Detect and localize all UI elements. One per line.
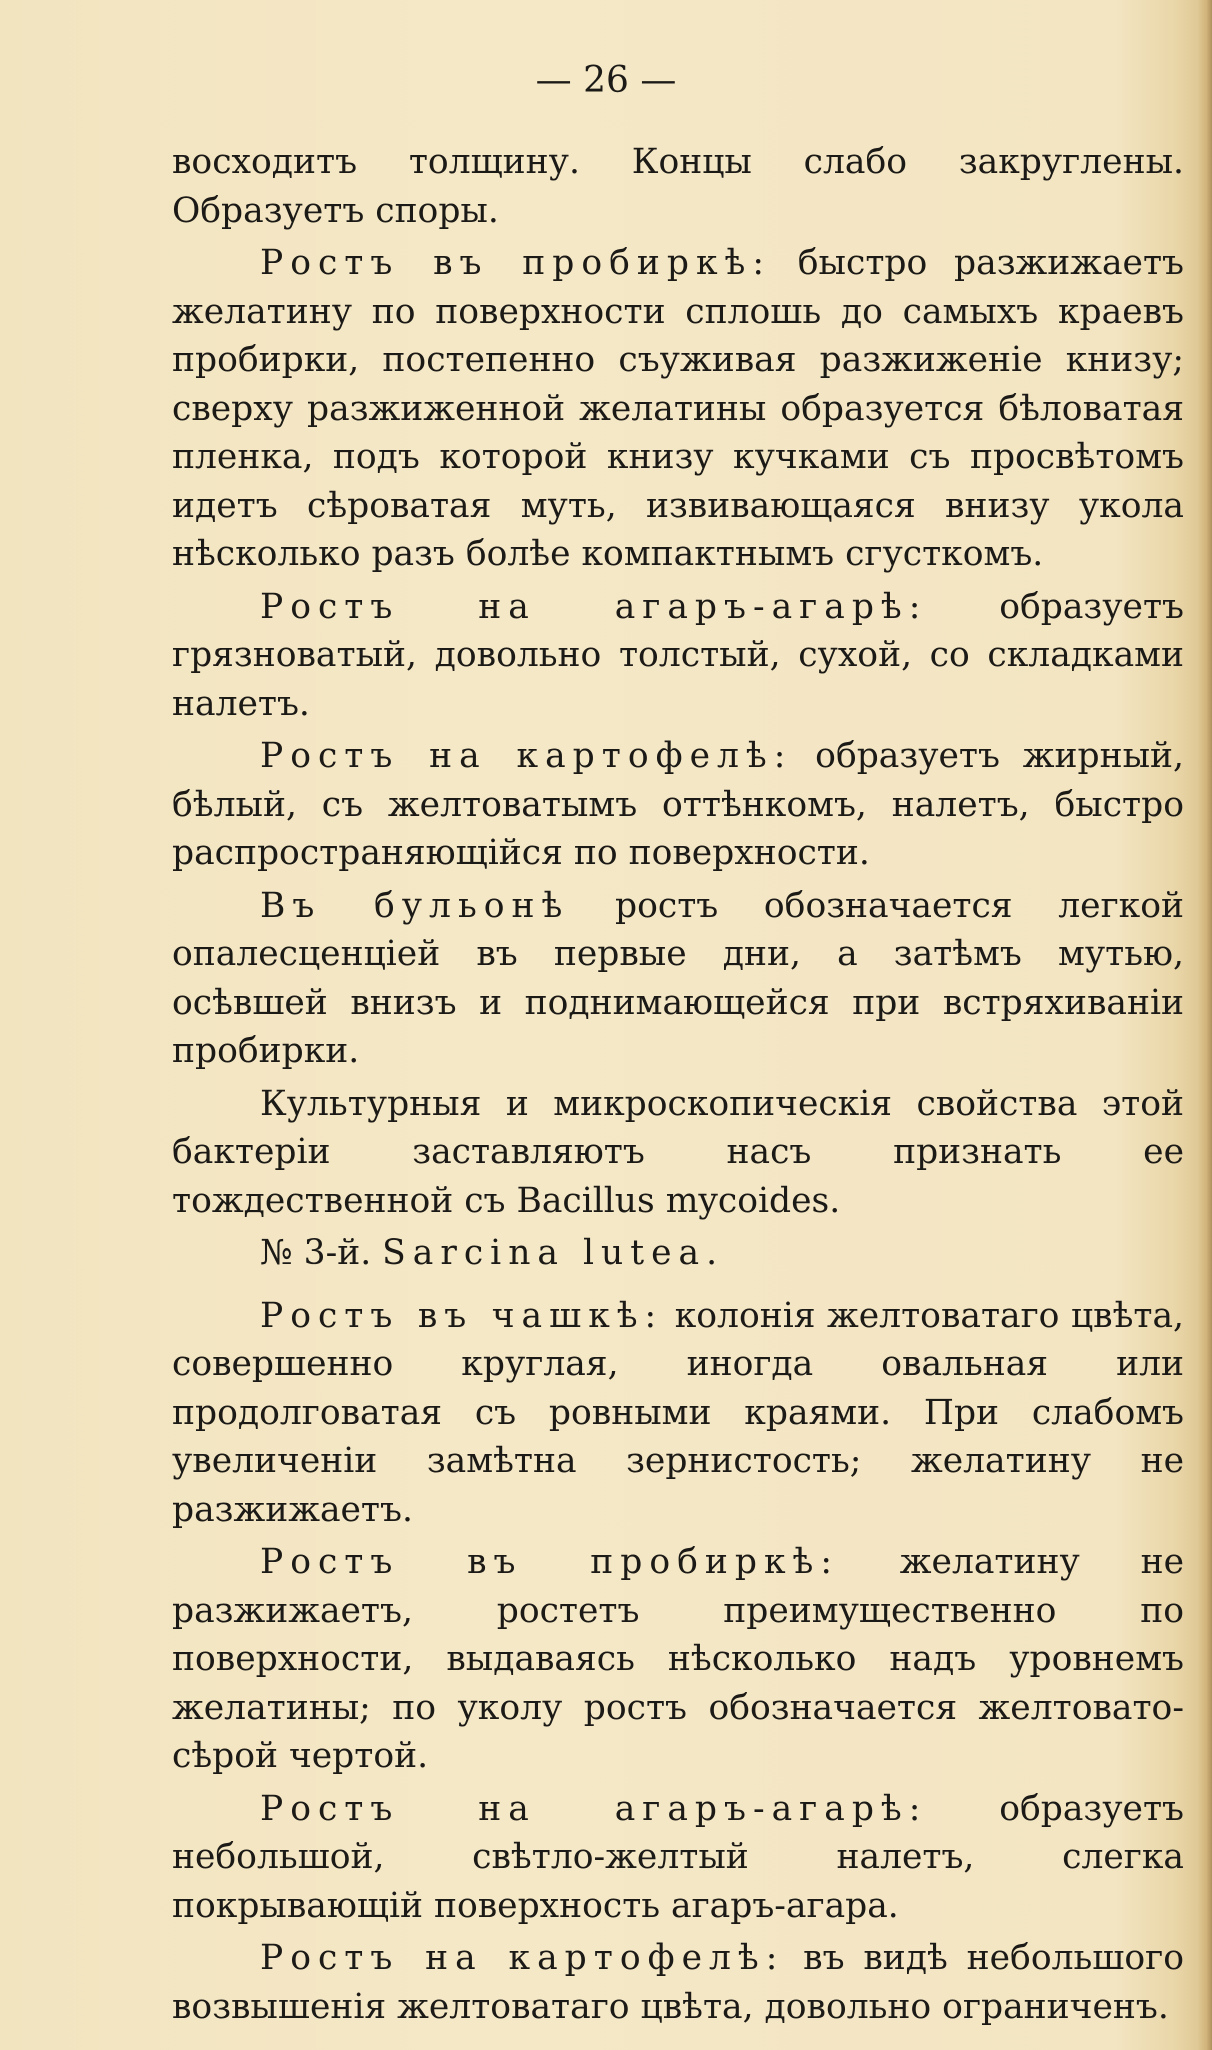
page-edge-shadow <box>1198 0 1212 2050</box>
species-heading <box>172 1229 1184 1278</box>
paragraph-lead: Ростъ на картофелѣ: <box>260 1938 785 1978</box>
species-name: Sarcina lutea. <box>382 1233 725 1273</box>
paragraph-agar-growth-2 <box>172 1785 1184 1931</box>
paragraph-text: образуетъ небольшой, свѣтло-желтый налетъ, слегка покрывающій поверхность агаръ-агара. <box>172 1788 1185 1926</box>
paragraph-potato-growth-2 <box>172 1934 1184 2031</box>
paragraph-continuation <box>172 138 1184 235</box>
paragraph-potato-growth <box>172 732 1184 878</box>
paragraph-lead: Ростъ на агаръ-агарѣ: <box>260 586 928 627</box>
paragraph-text: образуетъ грязноватый, довольно толстый, сухой, со складками налетъ. <box>172 586 1185 724</box>
paragraph-text: образуетъ жирный, бѣлый, съ желтоватымъ оттѣнкомъ, налетъ, быстро распространяющійся по поверхности. <box>172 736 1184 873</box>
paragraph-text: ростъ обозначается легкой опалесценціей въ первые дни, а затѣмъ мутью, осѣвшей внизъ и поднимающейся при встряхиваніи пробирки. <box>172 885 1184 1071</box>
paragraph-lead: Ростъ въ чашкѣ: <box>260 1295 664 1336</box>
paragraph-broth-growth <box>172 882 1184 1076</box>
paragraph-conclusion <box>172 1080 1184 1226</box>
paragraph-dish-growth <box>172 1292 1184 1535</box>
paragraph-text: въ видѣ небольшого возвышенія желтоватаго цвѣта, довольно ограниченъ. <box>172 1938 1184 2027</box>
paragraph-lead: Ростъ на агаръ-агарѣ: <box>260 1788 928 1829</box>
page-text-column <box>172 138 1184 2035</box>
paragraph-lead: Ростъ въ пробиркѣ: <box>260 1542 839 1582</box>
paragraph-text: желатину не разжижаетъ, ростетъ преимущественно по поверхности, выдаваясь нѣсколько надъ уровнемъ желатины; по уколу ростъ обозначается желтовато-сѣрой чертой. <box>172 1542 1185 1776</box>
paragraph-test-tube-growth-2 <box>172 1538 1184 1781</box>
species-number: № 3-й. <box>260 1233 372 1273</box>
paragraph-lead: Въ бульонѣ <box>260 885 570 926</box>
paragraph-text: Культурныя и микроскопическія свойства этой бактеріи заставляютъ насъ признать ее тождественной съ Bacillus mycoides. <box>172 1083 1184 1221</box>
page-number: — 26 — <box>535 60 677 101</box>
paragraph-text: колонія желтоватаго цвѣта, совершенно круглая, иногда овальная или продолговатая съ ровными краями. При слабомъ увеличеніи замѣтна зернистость; желатину не разжижаетъ. <box>172 1295 1184 1530</box>
paragraph-text: восходитъ толщину. Концы слабо закруглены. Образуетъ споры. <box>172 142 1184 231</box>
paragraph-text: быстро разжижаетъ желатину по поверхности сплошь до самыхъ краевъ пробирки, постепенно съуживая разжиженіе книзу; сверху разжиженной желатины образуется бѣловатая пленка, подъ которой книзу кучками съ просвѣтомъ идетъ сѣроватая муть, извивающаяся внизу укола нѣсколько разъ болѣе компактнымъ сгусткомъ. <box>172 243 1185 574</box>
paragraph-agar-growth <box>172 583 1184 729</box>
paragraph-lead: Ростъ на картофелѣ: <box>260 736 793 776</box>
paragraph-test-tube-growth <box>172 239 1184 579</box>
paragraph-lead: Ростъ въ пробиркѣ: <box>260 243 771 283</box>
